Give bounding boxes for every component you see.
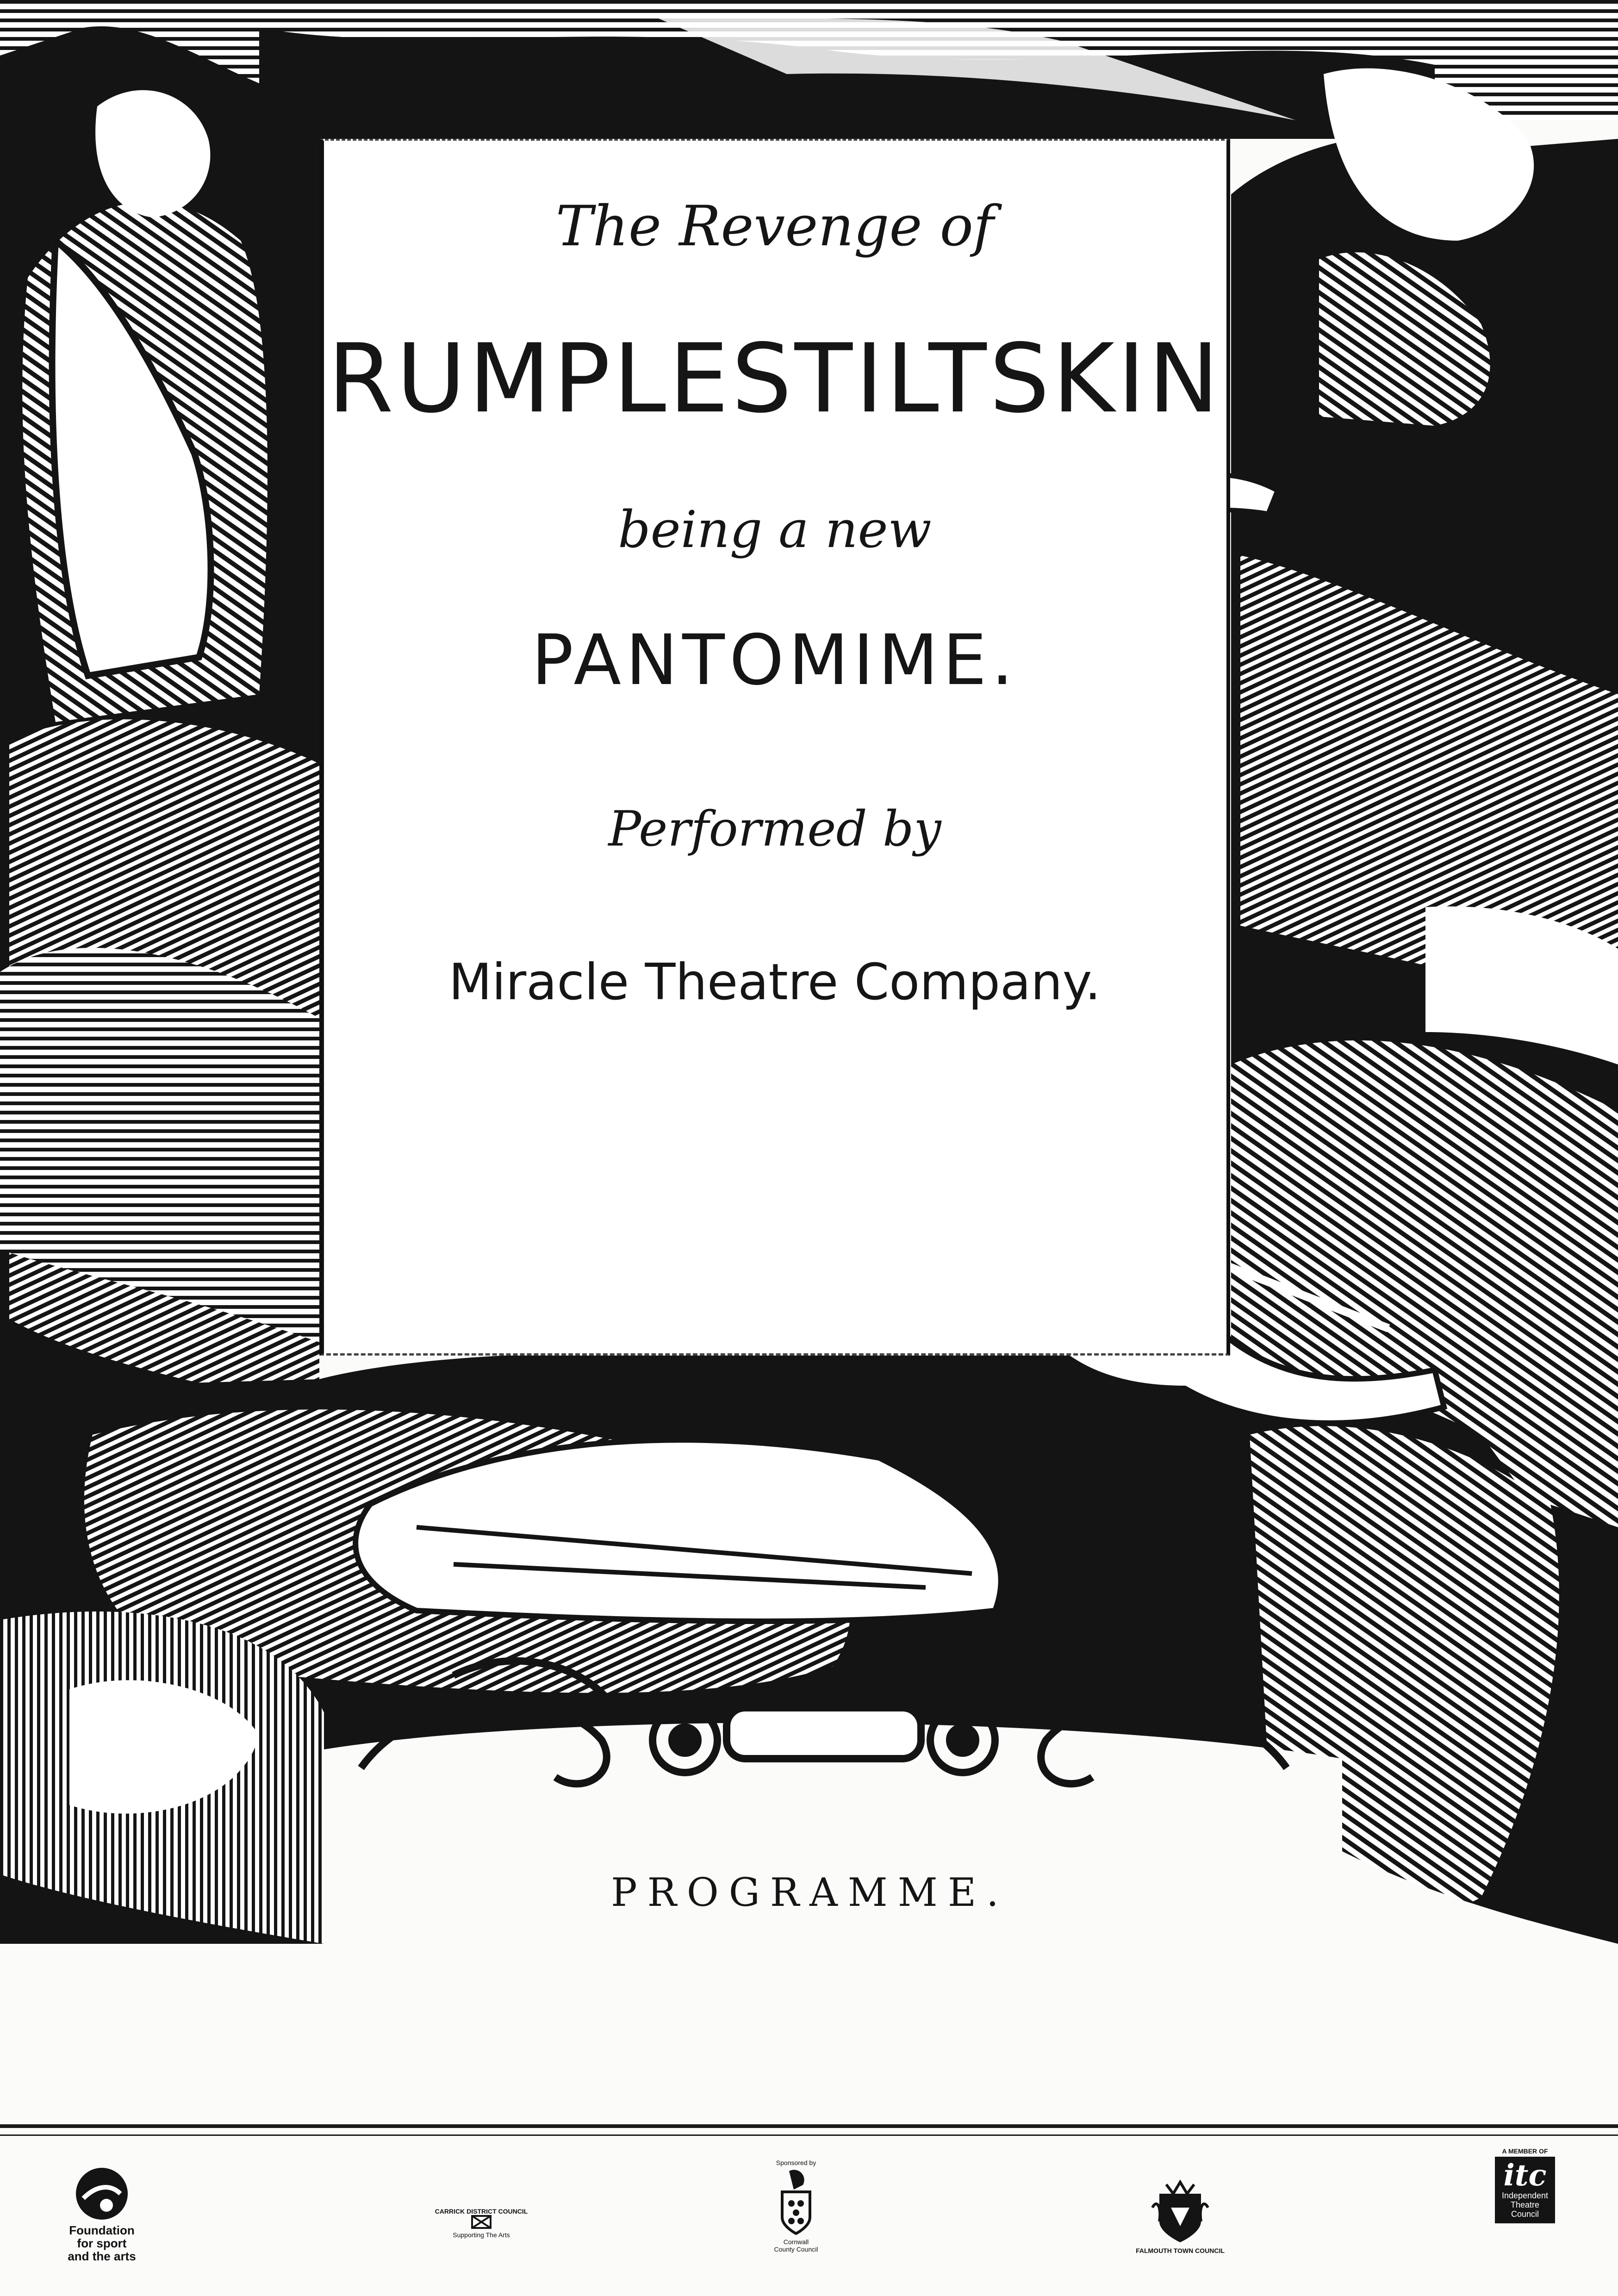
itc-logo	[1490, 2147, 1560, 2223]
title-line1: The Revenge of	[555, 194, 994, 259]
itc-line1: Independent	[1501, 2191, 1549, 2200]
footer-divider-thin	[0, 2134, 1618, 2136]
carrick-tag: Supporting The Arts	[453, 2231, 510, 2239]
itc-mark: itc	[1503, 2158, 1547, 2193]
carrick-knot-icon	[471, 2215, 492, 2229]
itc-logo-icon	[1495, 2157, 1555, 2223]
cornwall-logo	[759, 2159, 833, 2253]
programme-heading: PROGRAMME.	[611, 1870, 1009, 1915]
performed-by: Performed by	[608, 801, 941, 857]
falmouth-crest-icon	[1150, 2180, 1210, 2245]
foundation-line3: and the arts	[68, 2249, 136, 2263]
carrick-name: CARRICK DISTRICT COUNCIL	[435, 2208, 528, 2215]
subtitle-line1: being a new	[618, 500, 932, 559]
scroll-panel	[319, 139, 1230, 1356]
foundation-logo-icon	[74, 2166, 130, 2221]
itc-line3: Council	[1511, 2209, 1539, 2219]
foundation-logo	[51, 2166, 153, 2263]
foundation-line2: for sport	[77, 2236, 127, 2250]
company-name: Miracle Theatre Company.	[448, 953, 1101, 1011]
subtitle-main: PANTOMIME.	[531, 620, 1018, 701]
falmouth-name: FALMOUTH TOWN COUNCIL	[1136, 2247, 1225, 2254]
cornwall-line2: County Council	[774, 2246, 818, 2253]
cornwall-crest-icon	[775, 2166, 817, 2236]
title-main: RUMPLESTILTSKIN	[327, 324, 1222, 434]
cornwall-top: Sponsored by	[776, 2159, 816, 2166]
footer-divider	[0, 2124, 1618, 2128]
falmouth-logo	[1120, 2180, 1240, 2254]
itc-line2: Theatre	[1510, 2200, 1540, 2209]
carrick-logo	[407, 2208, 555, 2239]
itc-top: A MEMBER OF	[1502, 2147, 1548, 2155]
foundation-line1: Foundation	[69, 2223, 135, 2237]
cornwall-line1: Cornwall	[783, 2238, 809, 2246]
